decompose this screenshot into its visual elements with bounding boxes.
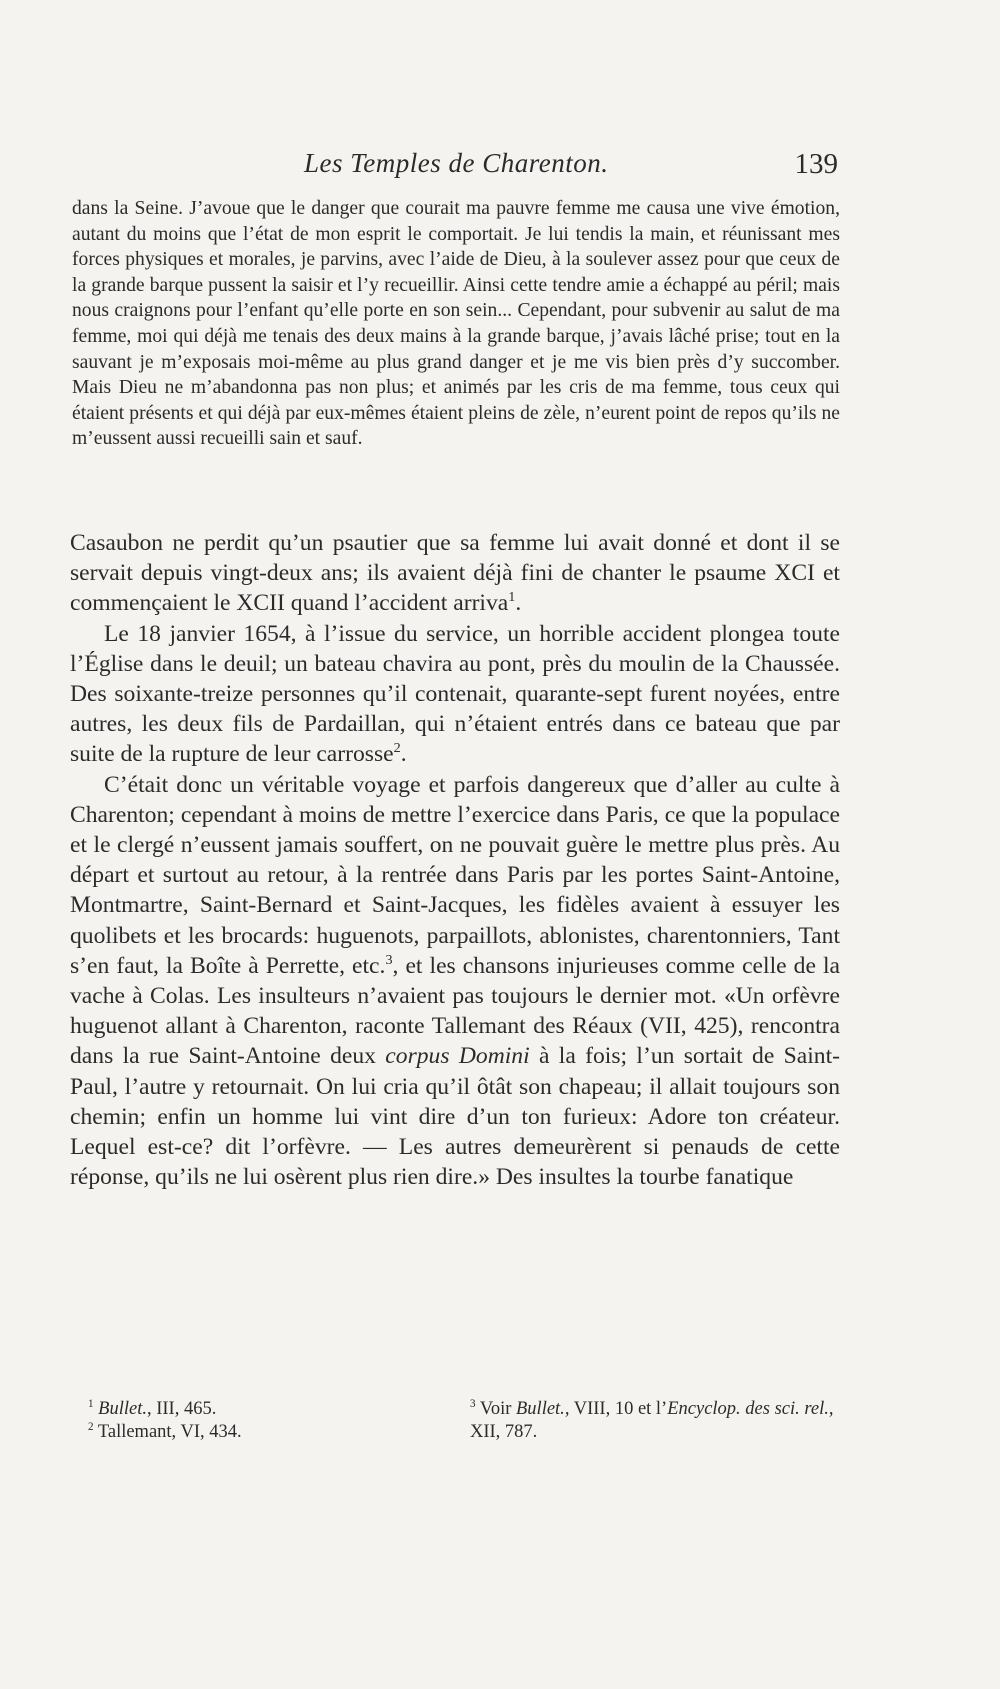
running-title: Les Temples de Charenton.: [304, 148, 609, 178]
paragraph-accident: [70, 619, 840, 770]
footnote-italic: Bullet.: [98, 1399, 147, 1419]
quoted-passage: [72, 196, 840, 452]
footnote-italic: Bullet.: [516, 1399, 565, 1419]
footnotes: [88, 1398, 838, 1458]
footnote-text: , XII, 787.: [470, 1399, 834, 1442]
footnote-italic: Encyclop. des sci. rel.: [667, 1399, 829, 1419]
footnote-ref: 3: [385, 951, 393, 968]
footnote-text: Voir: [479, 1399, 516, 1419]
paragraph-text: Casaubon ne perdit qu’un psautier que sa femme lui avait donné et dont il se servait depuis vingt-deux ans; ils avaient déjà fini de chanter le psaume XCI et commençaient le XCII quand l’accident arriva: [70, 530, 840, 617]
footnote-ref: 2: [393, 740, 401, 757]
page-header: [72, 148, 838, 188]
footnotes-left-column: [88, 1398, 428, 1444]
paragraph-end: .: [515, 590, 522, 617]
paragraph-casaubon: [70, 528, 840, 619]
footnote-1: [88, 1398, 428, 1421]
italic-phrase: corpus Domini: [385, 1043, 530, 1070]
paragraph-text: Le 18 janvier 1654, à l’issue du service, un horrible accident plongea toute l’Église dans le deuil; un bateau chavira au pont, près du moulin de la Chaussée. Des soixante-treize personnes qu’il contenait, quarante-sept furent noyées, entre autres, les deux fils de Pardaillan, qui n’étaient entrés dans ce bateau que par suite de la rupture de leur carrosse: [70, 620, 840, 768]
footnote-2: [88, 1421, 428, 1444]
footnote-text: Tallemant, VI, 434.: [97, 1422, 242, 1442]
footnote-mark: 2: [88, 1420, 94, 1433]
paragraph-text: C’était donc un véritable voyage et parfois dangereux que d’aller au culte à Charenton; cependant à moins de mettre l’exercice dans Paris, ce que la populace et le clergé n’eussent jamais souffert, on ne pouvait guère le mettre plus près. Au départ et surtout au retour, à la rentrée dans Paris par les portes Saint-Antoine, Montmartre, Saint-Bernard et Saint-Jacques, les fidèles avaient à essuyer les quolibets et les brocards: huguenots, parpaillots, ablonistes, charentonniers, Tant s’en faut, la Boîte à Perrette, etc.: [70, 771, 840, 979]
footnote-mark: 3: [470, 1397, 476, 1410]
footnotes-right-column: [470, 1398, 840, 1444]
paragraph-end: .: [400, 741, 407, 768]
paragraph-text: à la fois; l’un sortait de Saint-Paul, l’autre y retournait. On lui cria qu’il ôtât son chapeau; il allait toujours son chemin; enfin un homme lui vint dire d’un ton furieux: Adore ton créateur. Lequel est-ce? dit l’orfèvre. — Les autres demeurèrent si penauds de cette réponse, qu’ils ne lui osèrent plus rien dire.» Des insultes la tourbe fanatique: [70, 1043, 841, 1191]
footnote-ref: 1: [508, 589, 516, 606]
footnote-text: , VIII, 10 et l’: [564, 1399, 668, 1419]
footnote-3: [470, 1398, 840, 1444]
footnote-text: , III, 465.: [146, 1399, 217, 1419]
main-text: [70, 528, 840, 1192]
page-number: 139: [794, 148, 838, 180]
quoted-paragraph: dans la Seine. J’avoue que le danger que courait ma pauvre femme me causa une vive émotion, autant du moins que l’état de mon esprit le comportait. Je lui tendis la main, et réunissant mes forces physiques et morales, je parvins, avec l’aide de Dieu, à la soulever assez pour que ceux de la grande barque pussent la saisir et l’y recueillir. Ainsi cette tendre amie a échappé au péril; mais nous craignons pour l’enfant qu’elle porte en son sein... Cependant, pour subvenir au salut de ma femme, moi qui déjà me tenais des deux mains à la grande barque, j’avais lâché prise; tout en la sauvant je m’exposais moi-même au plus grand danger et je me vis bien près d’y succomber. Mais Dieu ne m’abandonna pas non plus; et animés par les cris de ma femme, tous ceux qui étaient présents et qui déjà par eux-mêmes étaient pleins de zèle, n’eurent point de repos qu’ils ne m’eussent aussi recueilli sain et sauf.: [72, 198, 840, 450]
footnote-mark: 1: [88, 1397, 94, 1410]
paragraph-text: , et les chansons injurieuses comme celle de la vache à Colas. Les insulteurs n’avaient pas toujours le dernier mot. «Un orfèvre huguenot allant à Charenton, raconte Tallemant des Réaux (VII, 425), rencontra dans la rue Saint-Antoine deux: [70, 952, 840, 1070]
paragraph-voyage: [70, 770, 840, 1193]
